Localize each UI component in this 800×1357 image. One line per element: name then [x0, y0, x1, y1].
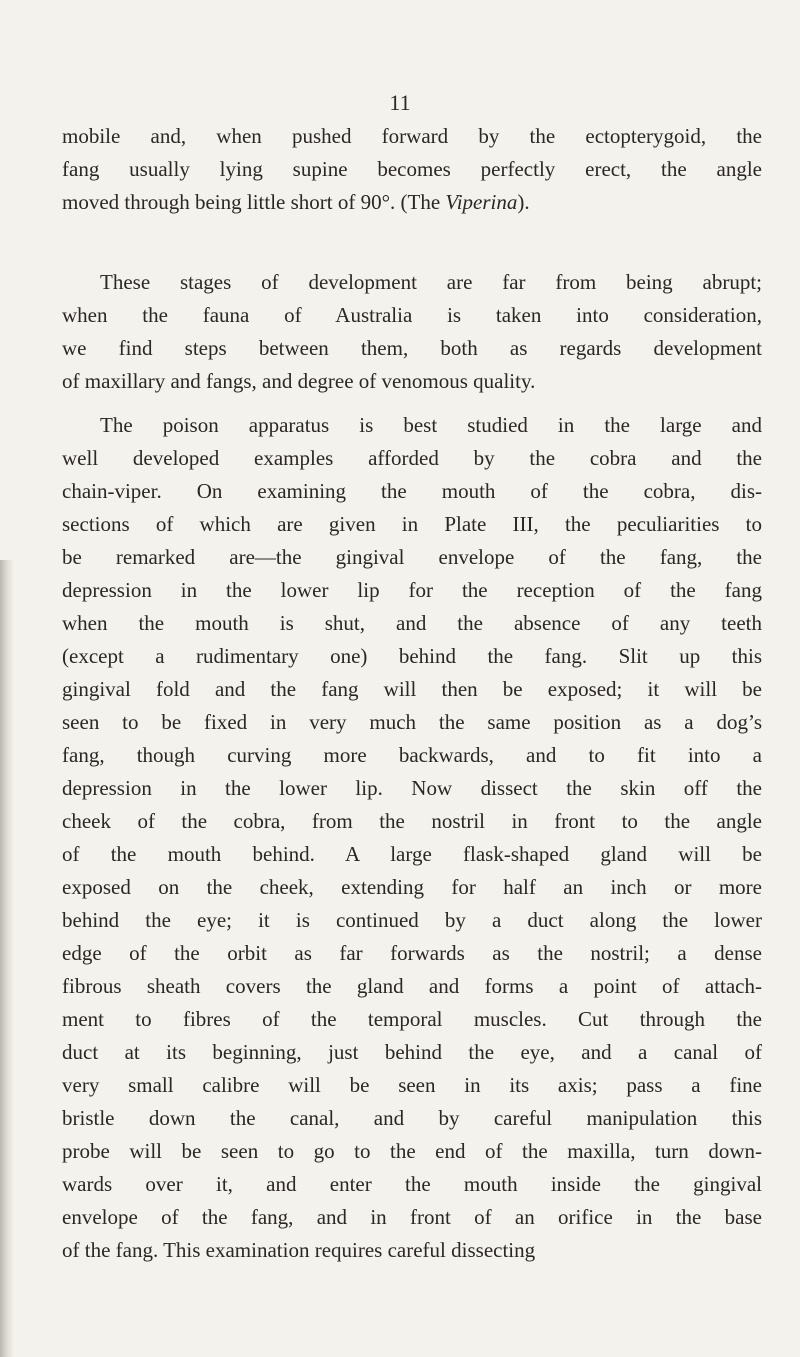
text-line: depression in the lower lip for the reception of the fang [62, 578, 762, 602]
text-line: of the mouth behind. A large flask-shaped gland will be [62, 842, 762, 866]
text-line: wards over it, and enter the mouth inside the gingival [62, 1172, 762, 1196]
text-line: of maxillary and fangs, and degree of venomous quality. [62, 369, 536, 393]
text-line: when the fauna of Australia is taken into consideration, [62, 303, 762, 327]
paragraph-1 [62, 120, 762, 219]
text-line: duct at its beginning, just behind the eye, and a canal of [62, 1040, 762, 1064]
text-line: cheek of the cobra, from the nostril in front to the angle [62, 809, 762, 833]
text-line: (except a rudimentary one) behind the fang. Slit up this [62, 644, 762, 668]
text-line: fang, though curving more backwards, and to fit into a [62, 743, 762, 767]
paragraph-2 [62, 266, 762, 398]
text-line: fibrous sheath covers the gland and forms a point of attach- [62, 974, 762, 998]
text-line: gingival fold and the fang will then be exposed; it will be [62, 677, 762, 701]
text-line: sections of which are given in Plate III, the peculiarities to [62, 512, 762, 536]
text-line: ment to fibres of the temporal muscles. Cut through the [62, 1007, 762, 1031]
text-line: bristle down the canal, and by careful manipulation this [62, 1106, 762, 1130]
text-line: well developed examples afforded by the cobra and the [62, 446, 762, 470]
text-line: chain-viper. On examining the mouth of the cobra, dis- [62, 479, 762, 503]
page-number: 11 [389, 90, 411, 115]
text-line: envelope of the fang, and in front of an orifice in the base [62, 1205, 762, 1229]
text-line: of the fang. This examination requires careful dissecting [62, 1238, 536, 1262]
text-line: we find steps between them, both as regards development [62, 336, 762, 360]
text-run: ). [517, 190, 530, 214]
text-line: be remarked are—the gingival envelope of the fang, the [62, 545, 762, 569]
text-line: behind the eye; it is continued by a duct along the lower [62, 908, 762, 932]
text-line: fang usually lying supine becomes perfectly erect, the angle [62, 157, 762, 181]
text-run: moved through being little short of 90°. (The [62, 190, 446, 214]
text-line: The poison apparatus is best studied in the large and [100, 413, 762, 437]
page-edge-shadow [0, 560, 14, 1357]
paragraph-3 [62, 409, 762, 1267]
text-line: mobile and, when pushed forward by the ectopterygoid, the [62, 124, 762, 148]
text-line: exposed on the cheek, extending for half an inch or more [62, 875, 762, 899]
text-line: seen to be fixed in very much the same position as a dog’s [62, 710, 762, 734]
text-line: These stages of development are far from being abrupt; [100, 270, 762, 294]
text-line: very small calibre will be seen in its axis; pass a fine [62, 1073, 762, 1097]
text-line: when the mouth is shut, and the absence of any teeth [62, 611, 762, 635]
text-line: probe will be seen to go to the end of the maxilla, turn down- [62, 1139, 762, 1163]
text-line: edge of the orbit as far forwards as the nostril; a dense [62, 941, 762, 965]
italic-term: Viperina [445, 190, 518, 214]
text-line [62, 186, 762, 219]
text-line: depression in the lower lip. Now dissect the skin off the [62, 776, 762, 800]
